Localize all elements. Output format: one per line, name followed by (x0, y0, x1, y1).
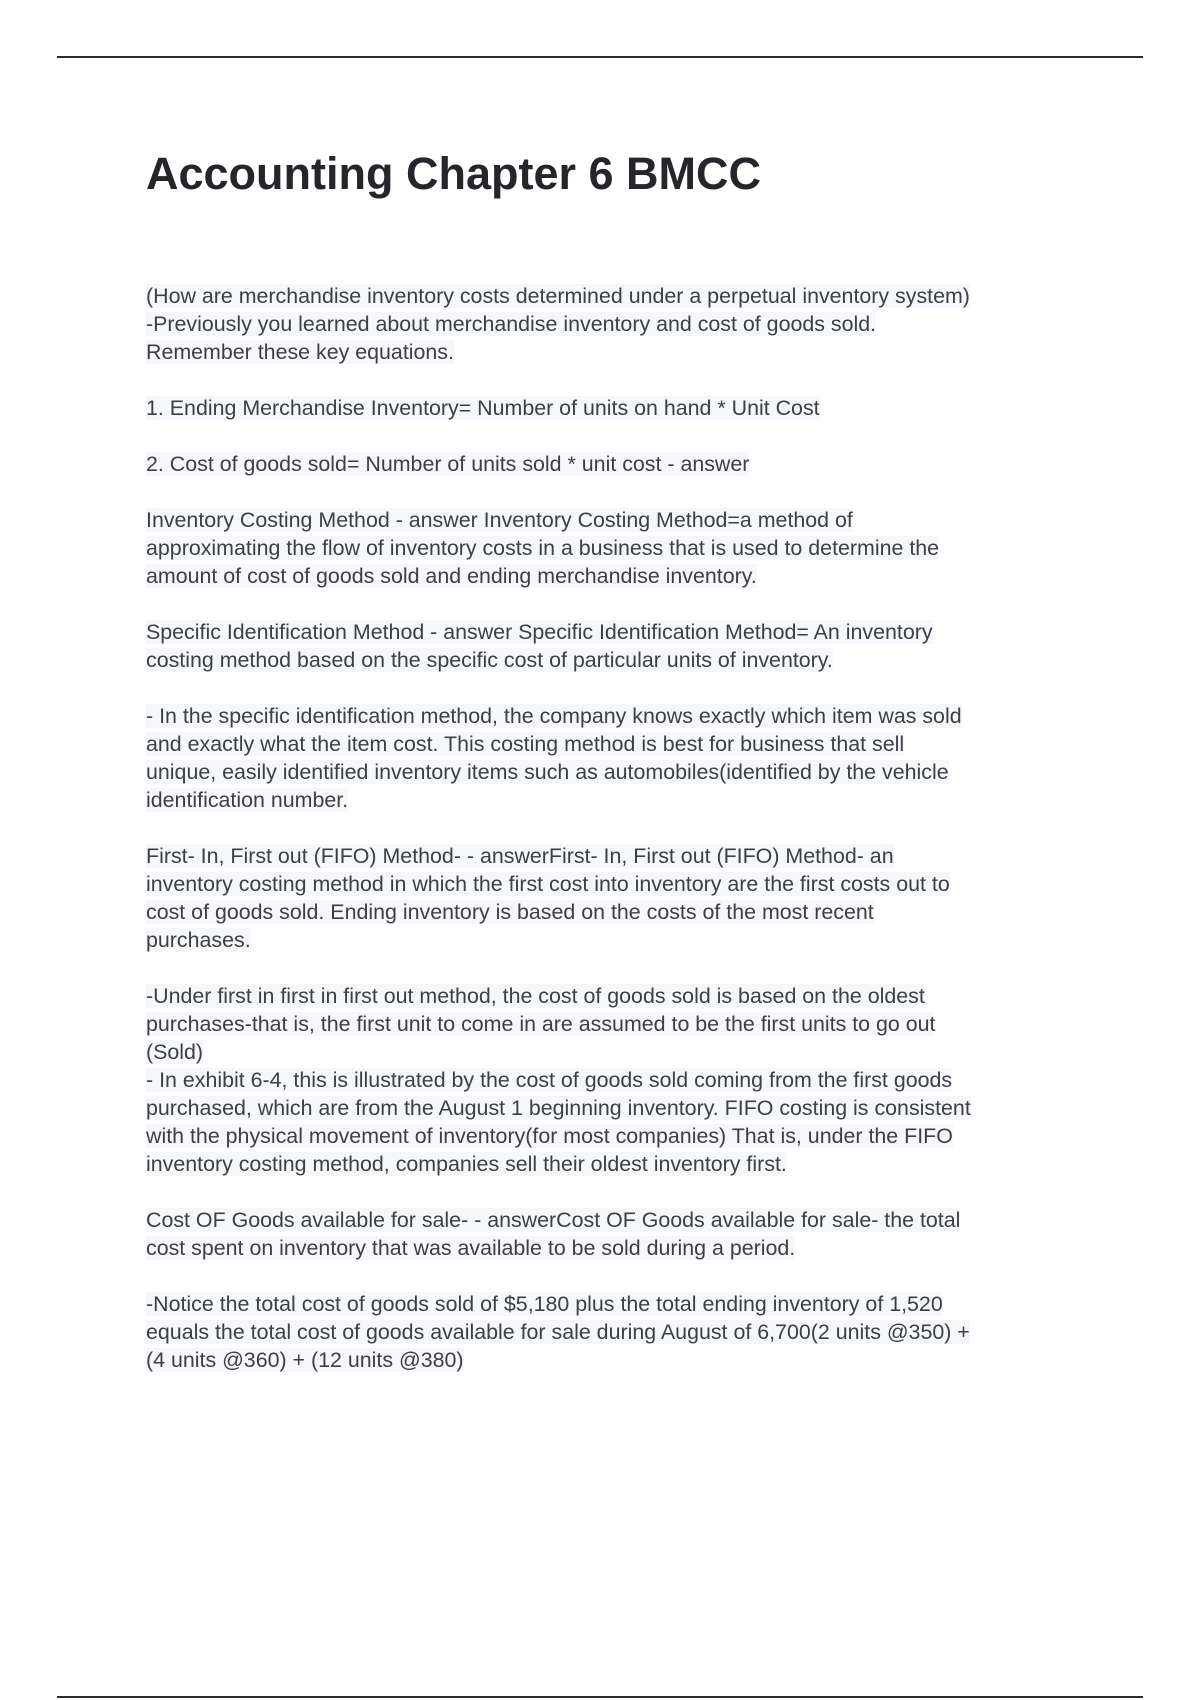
document-title: Accounting Chapter 6 BMCC (146, 148, 762, 199)
intro-paragraph (146, 282, 1086, 366)
fifo-oldest-purchases-paragraph (146, 982, 1086, 1066)
specific-identification-detail-paragraph (146, 702, 1086, 814)
cost-of-goods-available-paragraph (146, 1206, 1086, 1262)
equation-cost-of-goods-sold (146, 450, 1086, 478)
fifo-oldest-purchases-text: -Under first in first in first out method, the cost of goods sold is based on the oldest purchases-that is, the first unit to come in are assumed to be the first units to go out (Sold) (146, 984, 936, 1064)
fifo-method-paragraph (146, 842, 1086, 954)
equation-ending-inventory (146, 394, 1086, 422)
specific-identification-detail-text: - In the specific identification method, the company knows exactly which item was sold and exactly what the item cost. This costing method is best for business that sell unique, easily identified inventory items such as automobiles(identified by the vehicle identification number. (146, 704, 962, 812)
exhibit-paragraph (146, 1066, 1086, 1178)
document-body (146, 282, 1086, 1402)
inventory-costing-method-paragraph (146, 506, 1086, 590)
top-rule (57, 56, 1143, 58)
intro-text: (How are merchandise inventory costs determined under a perpetual inventory system) -Previously you learned about merchandise inventory and cost of goods sold. Remember these key equations. (146, 284, 970, 364)
equation-1-text: 1. Ending Merchandise Inventory= Number of units on hand * Unit Cost (146, 396, 820, 420)
inventory-costing-method-text: Inventory Costing Method - answer Inventory Costing Method=a method of approximating the flow of inventory costs in a business that is used to determine the amount of cost of goods sold and ending merchandise inventory. (146, 508, 940, 588)
exhibit-text: - In exhibit 6-4, this is illustrated by the cost of goods sold coming from the first goods purchased, which are from the August 1 beginning inventory. FIFO costing is consistent with the physical movement of inventory(for most companies) That is, under the FIFO inventory costing method, companies sell their oldest inventory first. (146, 1068, 971, 1176)
equation-2-text: 2. Cost of goods sold= Number of units sold * unit cost - answer (146, 452, 750, 476)
bottom-rule (57, 1696, 1143, 1698)
notice-total-text: -Notice the total cost of goods sold of $5,180 plus the total ending inventory of 1,520 equals the total cost of goods available for sale during August of 6,700(2 units @350) + (4 units @360) + (12 units @380) (146, 1292, 970, 1372)
fifo-method-text: First- In, First out (FIFO) Method- - answerFirst- In, First out (FIFO) Method- an inventory costing method in which the first cost into inventory are the first costs out to cost of goods sold. Ending inventory is based on the costs of the most recent purchases. (146, 844, 950, 952)
specific-identification-paragraph (146, 618, 1086, 674)
specific-identification-text: Specific Identification Method - answer Specific Identification Method= An inventory costing method based on the specific cost of particular units of inventory. (146, 620, 933, 672)
notice-total-paragraph (146, 1290, 1086, 1374)
cost-of-goods-available-text: Cost OF Goods available for sale- - answerCost OF Goods available for sale- the total cost spent on inventory that was available to be sold during a period. (146, 1208, 961, 1260)
